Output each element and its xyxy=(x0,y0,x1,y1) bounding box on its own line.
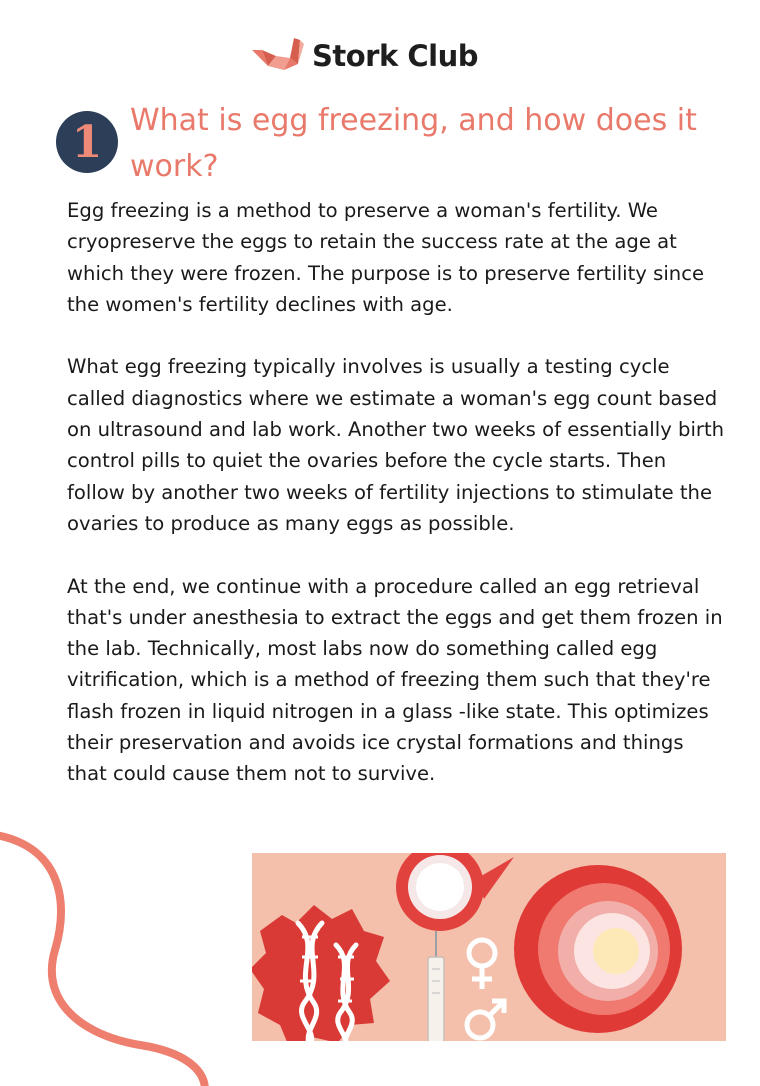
paragraph-process: What egg freezing typically involves is usually a testing cycle called diagnostics where we estimate a woman's egg count based on ultrasound and lab work. Another two weeks of essentially birth control pills to quiet the ovaries before the cycle starts. Then follow by another two weeks of fertility injections to stimulate the ovaries to produce as many eggs as possible. xyxy=(67,355,725,535)
section-title: What is egg freezing, and how does it work? xyxy=(130,103,697,184)
origami-crane-icon xyxy=(250,36,306,76)
paragraph-intro: Egg freezing is a method to preserve a woman's fertility. We cryopreserve the eggs to retain the success rate at the age at which they were frozen. The purpose is to preserve fertility since the women's fertility declines with age. xyxy=(67,199,705,316)
article-body xyxy=(67,195,727,821)
section-number: 1 xyxy=(71,116,103,168)
egg-cell-icon xyxy=(514,865,682,1033)
fertility-illustration xyxy=(252,853,726,1041)
brand-name: Stork Club xyxy=(312,39,478,73)
decorative-wave xyxy=(0,820,230,1086)
section-number-badge xyxy=(56,111,118,173)
paragraph-retrieval: At the end, we continue with a procedure called an egg retrieval that's under anesthesia to extract the eggs and get them frozen in the lab. Technically, most labs now do something called egg vitrification, which is a method of freezing them such that they're flash frozen in liquid nitrogen in a glass -like state. This optimizes their preservation and avoids ice crystal formations and things that could cause them not to survive. xyxy=(67,574,723,786)
brand-logo xyxy=(250,34,478,78)
